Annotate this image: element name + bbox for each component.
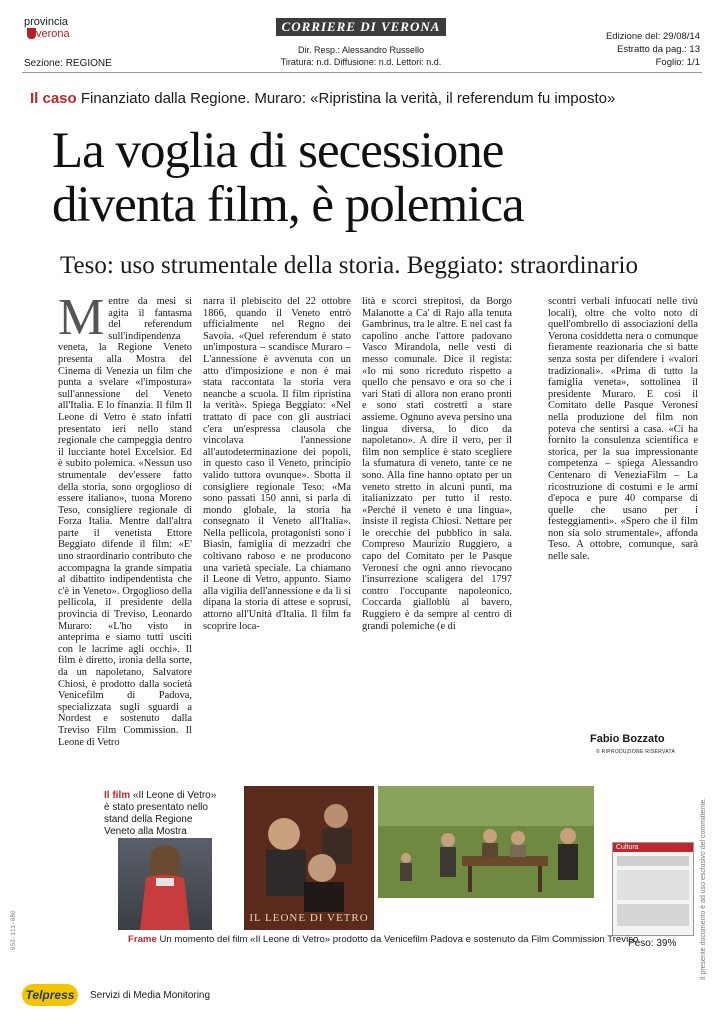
article-column-1 <box>58 289 192 748</box>
footer-service: Servizi di Media Monitoring <box>90 990 211 1001</box>
kicker <box>30 90 700 107</box>
logo-line2: verona <box>36 28 70 40</box>
column-1-text: entre da mesi si agita il fantasma del referendum sull'indipendenza veneta, la Regione Veneto presenta alla Mostra del Cinema di Venezia un film che punta a svelare «l'impostura» sull'annessione del Veneto all'Italia. E lo finanzia. Il film Il Leone di Vetro è stato infatti presentato ieri nello stand regionale che campeggia dentro il lucciante hotel Excelsior. Ed è subito polemica. «Nessun uso strumentale dev'essere fatto della storia, sono orgoglioso di essere italiano», tuona Moreno Teso, consigliere regionale di Forza Italia. Mentre dall'altra parte il venetista Ettore Beggiato difende il film: «E' uno straordinario contributo che accompagna la grande simpatia al dibattito indipendentista che c'è in Veneto». Orgoglioso della pellicola, il presidente della provincia di Treviso, Leonardo Muraro: «L'ho visto in anteprima e siamo tutti usciti con le lacrime agli occhi». Il film è diretto, ironia della sorte, da un napoletano, Salvatore Chiosi, è prodotto dalla società Venicefilm di Padova, specializzata sugli sguardi a Nordest e sostenuto dalla Treviso Film Commission. Il Leone di Vetro <box>58 296 192 748</box>
headline-line2: diventa film, è polemica <box>52 177 524 233</box>
kicker-tag: Il caso <box>30 90 77 107</box>
dropcap: M <box>58 289 105 346</box>
subheadline: Teso: uso strumentale della storia. Beggiato: straordinario <box>60 252 638 279</box>
headline <box>52 124 692 232</box>
frame-caption-text: Un momento del film «Il Leone di Vetro» prodotto da Venicefilm Padova e sostenuto da Film Commission Treviso <box>159 934 639 945</box>
usage-note: Il presente documento è ad uso esclusivo del committente. <box>700 797 707 980</box>
peso-label: Peso: 39% <box>628 938 677 949</box>
poster-title: IL LEONE DI VETRO <box>249 912 369 924</box>
masthead-meta <box>230 44 492 68</box>
headline-line1: La voglia di secessione <box>52 123 504 179</box>
frame-caption <box>128 934 688 945</box>
header-divider <box>22 72 702 73</box>
rights-notice: © RIPRODUZIONE RISERVATA <box>596 749 676 755</box>
page-thumbnail <box>612 842 694 936</box>
edition-date: Edizione del: 29/08/14 <box>605 31 700 42</box>
telpress-logo: Telpress <box>22 984 78 1006</box>
frame-caption-tag: Frame <box>128 934 157 945</box>
column-2-text: narra il plebiscito del 22 ottobre 1866, quando il Veneto entrò ufficialmente nel Regno dei Savoia. «Quel referendum è stato un'impostura – scandisce Muraro – L'annessione è avvenuta con un atto d'imposizione e non è mai stata raccontata la storia vera neanche a scuola. Il film ripristina la verità». Spiega Beggiato: «Nel trattato di pace con gli austriaci c'era un'espressa clausola che vincolava l'annessione all'autodeterminazione dei popoli, in questo caso il Veneto, principio valido tuttora ovunque». Sbotta il consigliere regionale Teso: «Ma sono passati 150 anni, si parla di mondo globale, la storia ha consegnato il Veneto all'Italia». Nella pellicola, protagonisti sono i Biasin, famiglia di mezzadri che coltivano raboso e ne producono una varietà speciale. La chiamano il Leone di Vetro, appunto. Siamo alla vigilia dell'annessione e da lì si dipana la storia di attese e soprusi, attorno all'Unità d'Italia. Il film fa scoprire loca- <box>203 296 351 632</box>
masthead: CORRIERE DI VERONA <box>276 18 446 36</box>
kicker-text: Finanziato dalla Regione. Muraro: «Ripristina la verità, il referendum fu imposto» <box>80 90 616 107</box>
logo-line1: provincia <box>24 16 69 28</box>
film-caption-text: «Il Leone di Vetro» è stato presentato nello stand della Regione Veneto alla Mostra <box>104 790 217 837</box>
provincia-verona-logo <box>24 16 70 40</box>
poster-photo <box>244 786 374 930</box>
crest-icon <box>27 28 36 39</box>
column-4-text: scontri verbali infuocati nelle tivù locali), oltre che volto noto di quell'ombrello di associazioni della Verona cosiddetta nera o comunque fieramente reazionaria che si batte senza sosta per difendere i «valori tradizionali». «Prima di tutto la famiglia veneta», sottolinea il presidente Muraro. E così il Comitato delle Pasque Veronesi nella produzione del film non poteva che sentirsi a casa. «Ci ha fornito la consulenza scientifica e storica, per la sua impressionante competenza – spiega Alessandro Centenaro di VeneziaFilm – La ricostruzione di costumi e le armi d'epoca e pure 40 comparse di quelle che usano per i festeggiamenti». «Spero che il film non sia solo strumentale», affonda Teso. A ottobre, comunque, sarà nelle sale. <box>548 296 698 563</box>
byline: Fabio Bozzato <box>590 733 665 745</box>
film-caption-tag: Il film <box>104 790 131 801</box>
extract-page: Estratto da pag.: 13 <box>617 44 700 55</box>
edition-meta <box>596 30 700 69</box>
article-column-2 <box>203 296 351 632</box>
film-caption <box>104 790 220 838</box>
article-column-4 <box>548 296 698 563</box>
column-3-text: lità e scorci strepitosi, da Borgo Malanotte a Ca' di Rajo alla tenuta Gambrinus, tra le altre. E nel cast fa capolino anche l'attore padovano Vasco Mirandola, nelle vesti di messo comunale. Dice il regista: «Io mi sono ricreduto rispetto a quello che pensavo e ora so che i vari Stati di allora non erano pronti e sono stati costretti a stare assieme. Ognuno aveva persino una lingua diversa, lo dico da napoletano». A dire il vero, per il film non semplice è stato scegliere la sfumatura di veneto, tante ce ne sono. Alla fine hanno optato per un veneto stretto in alcuni punti, ma italianizzato per tutto il resto. «Perché il veneto è una lingua», insiste il regista Chiosi. Nettare per le orecchie del pubblico in sala. Compreso Maurizio Ruggiero, a capo del Comitato per le Pasque Veronesi che ogni anno rievocano l'insurrezione scaligera del 1797 contro l'occupante napoleonico. Coccarda gialloblù al bavero, Ruggiero è da sempre al centro di grandi polemiche (e di <box>362 296 512 632</box>
sheet-number: Foglio: 1/1 <box>655 57 700 68</box>
section-label: Sezione: REGIONE <box>24 58 112 69</box>
thumbnail-header: Cultura <box>613 843 693 852</box>
circulation: Tiratura: n.d. Diffusione: n.d. Lettori: n.d. <box>280 57 442 67</box>
director: Dir. Resp.: Alessandro Russello <box>297 45 425 55</box>
film-scene-photo <box>378 786 594 898</box>
actress-photo <box>118 838 212 930</box>
article-column-3 <box>362 296 512 632</box>
document-code: 052-111-080 <box>10 910 17 950</box>
